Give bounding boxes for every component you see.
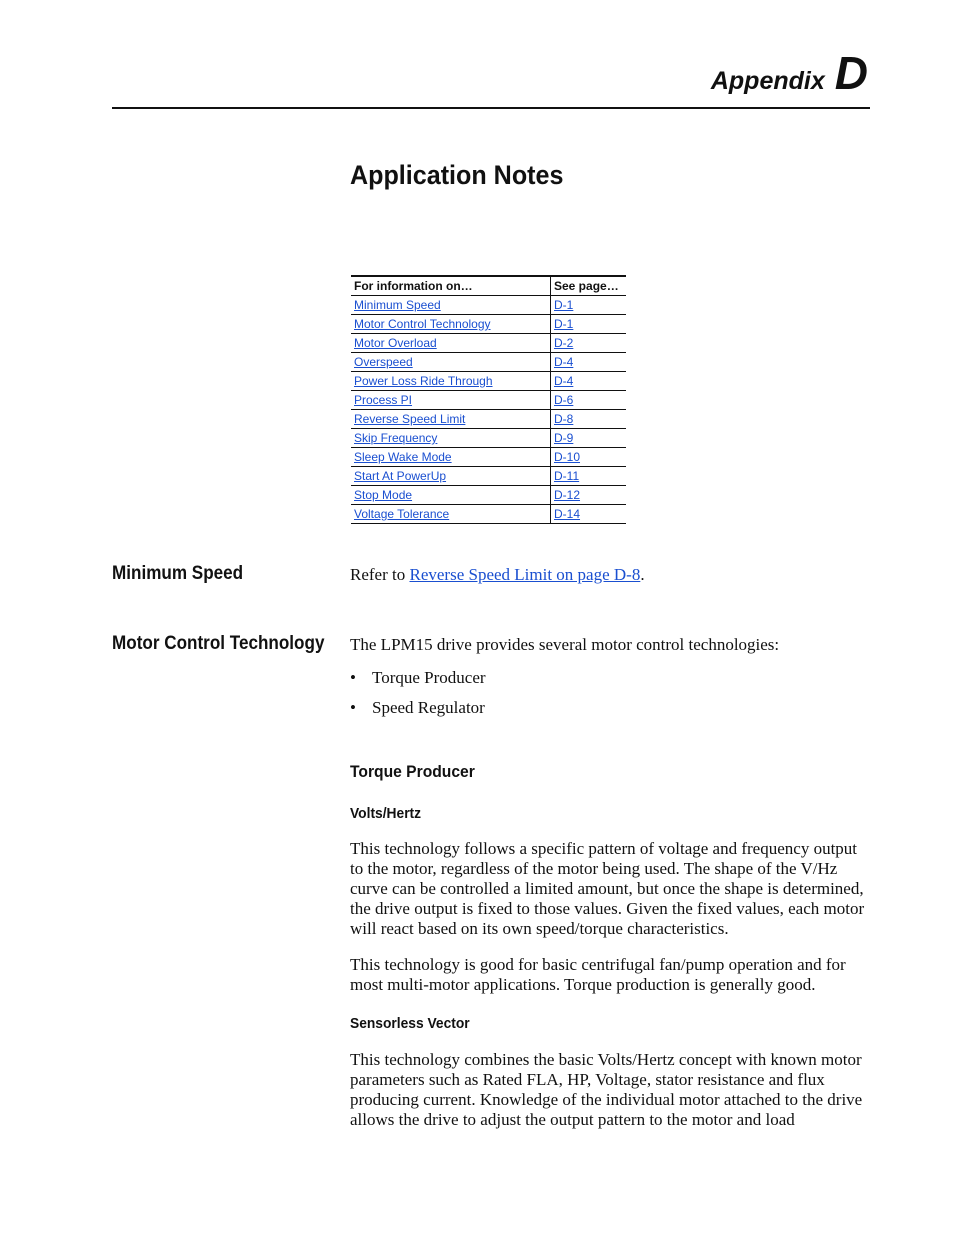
sensorless-vector-heading: Sensorless Vector xyxy=(350,1015,470,1032)
list-item xyxy=(350,698,486,728)
table-header-page: See page… xyxy=(551,276,627,296)
table-row xyxy=(351,448,626,467)
topic-link[interactable]: Skip Frequency xyxy=(354,431,438,445)
refer-suffix: . xyxy=(640,565,645,584)
page-title: Application Notes xyxy=(350,160,564,190)
table-row xyxy=(351,315,626,334)
topic-link[interactable]: Minimum Speed xyxy=(354,298,441,312)
table-row xyxy=(351,353,626,372)
table-row xyxy=(351,467,626,486)
topic-link[interactable]: Process PI xyxy=(354,393,413,407)
bullet-icon: • xyxy=(350,668,356,687)
appendix-letter: D xyxy=(834,47,868,99)
topic-link[interactable]: Reverse Speed Limit xyxy=(354,412,466,426)
topic-link[interactable]: Motor Overload xyxy=(354,336,437,350)
table-row xyxy=(351,505,626,524)
page-link[interactable]: D-4 xyxy=(554,374,574,388)
motor-control-heading: Motor Control Technology xyxy=(112,633,325,654)
topic-link[interactable]: Motor Control Technology xyxy=(354,317,491,331)
page-link[interactable]: D-1 xyxy=(554,317,574,331)
page-link[interactable]: D-8 xyxy=(554,412,574,426)
page-link[interactable]: D-10 xyxy=(554,450,581,464)
list-item xyxy=(350,668,486,698)
topics-table xyxy=(351,275,626,524)
topic-link[interactable]: Voltage Tolerance xyxy=(354,507,450,521)
topic-link[interactable]: Sleep Wake Mode xyxy=(354,450,452,464)
header-divider xyxy=(112,107,870,109)
table-row xyxy=(351,410,626,429)
refer-text: Refer to xyxy=(350,565,410,584)
bullet-icon: • xyxy=(350,698,356,717)
page-link[interactable]: D-1 xyxy=(554,298,574,312)
page-link[interactable]: D-6 xyxy=(554,393,574,407)
reverse-speed-limit-link[interactable]: Reverse Speed Limit on page D-8 xyxy=(409,565,641,584)
topic-link[interactable]: Stop Mode xyxy=(354,488,413,502)
list-item-label: Torque Producer xyxy=(372,668,486,687)
table-header-topic: For information on… xyxy=(351,276,551,296)
topic-link[interactable]: Start At PowerUp xyxy=(354,469,447,483)
technology-list xyxy=(350,668,486,728)
page-link[interactable]: D-12 xyxy=(554,488,581,502)
page-link[interactable]: D-14 xyxy=(554,507,581,521)
appendix-header xyxy=(711,46,868,100)
table-row xyxy=(351,334,626,353)
volts-hertz-heading: Volts/Hertz xyxy=(350,805,422,822)
list-item-label: Speed Regulator xyxy=(372,698,485,717)
page-link[interactable]: D-2 xyxy=(554,336,574,350)
topic-link[interactable]: Overspeed xyxy=(354,355,413,369)
table-row xyxy=(351,429,626,448)
volts-hertz-paragraph-2: This technology is good for basic centrifugal fan/pump operation and for most multi-motor applications. Torque production is generally good. xyxy=(350,955,846,994)
volts-hertz-paragraph-1: This technology follows a specific pattern of voltage and frequency output to the motor, regardless of the motor being used. The shape of the V/Hz curve can be controlled a limited amount, but once the shape is determined, the drive output is fixed to those values. Given the fixed values, each motor will react based on its own speed/torque characteristics. xyxy=(350,839,865,938)
minimum-speed-heading: Minimum Speed xyxy=(112,563,244,584)
torque-producer-heading: Torque Producer xyxy=(350,762,475,781)
page-link[interactable]: D-9 xyxy=(554,431,574,445)
appendix-word: Appendix xyxy=(710,67,825,95)
motor-control-intro: The LPM15 drive provides several motor control technologies: xyxy=(350,635,780,654)
page-link[interactable]: D-4 xyxy=(554,355,574,369)
table-row xyxy=(351,372,626,391)
sensorless-vector-paragraph: This technology combines the basic Volts/Hertz concept with known motor parameters such as Rated FLA, HP, Voltage, stator resistance and flux producing current. Knowledge of the individual motor attached to the drive allows the drive to adjust the output pattern to the motor and load xyxy=(350,1050,863,1129)
minimum-speed-paragraph xyxy=(350,565,872,585)
topic-link[interactable]: Power Loss Ride Through xyxy=(354,374,493,388)
table-row xyxy=(351,296,626,315)
table-header-row xyxy=(351,276,626,296)
table-row xyxy=(351,391,626,410)
table-row xyxy=(351,486,626,505)
page-link[interactable]: D-11 xyxy=(554,469,580,483)
